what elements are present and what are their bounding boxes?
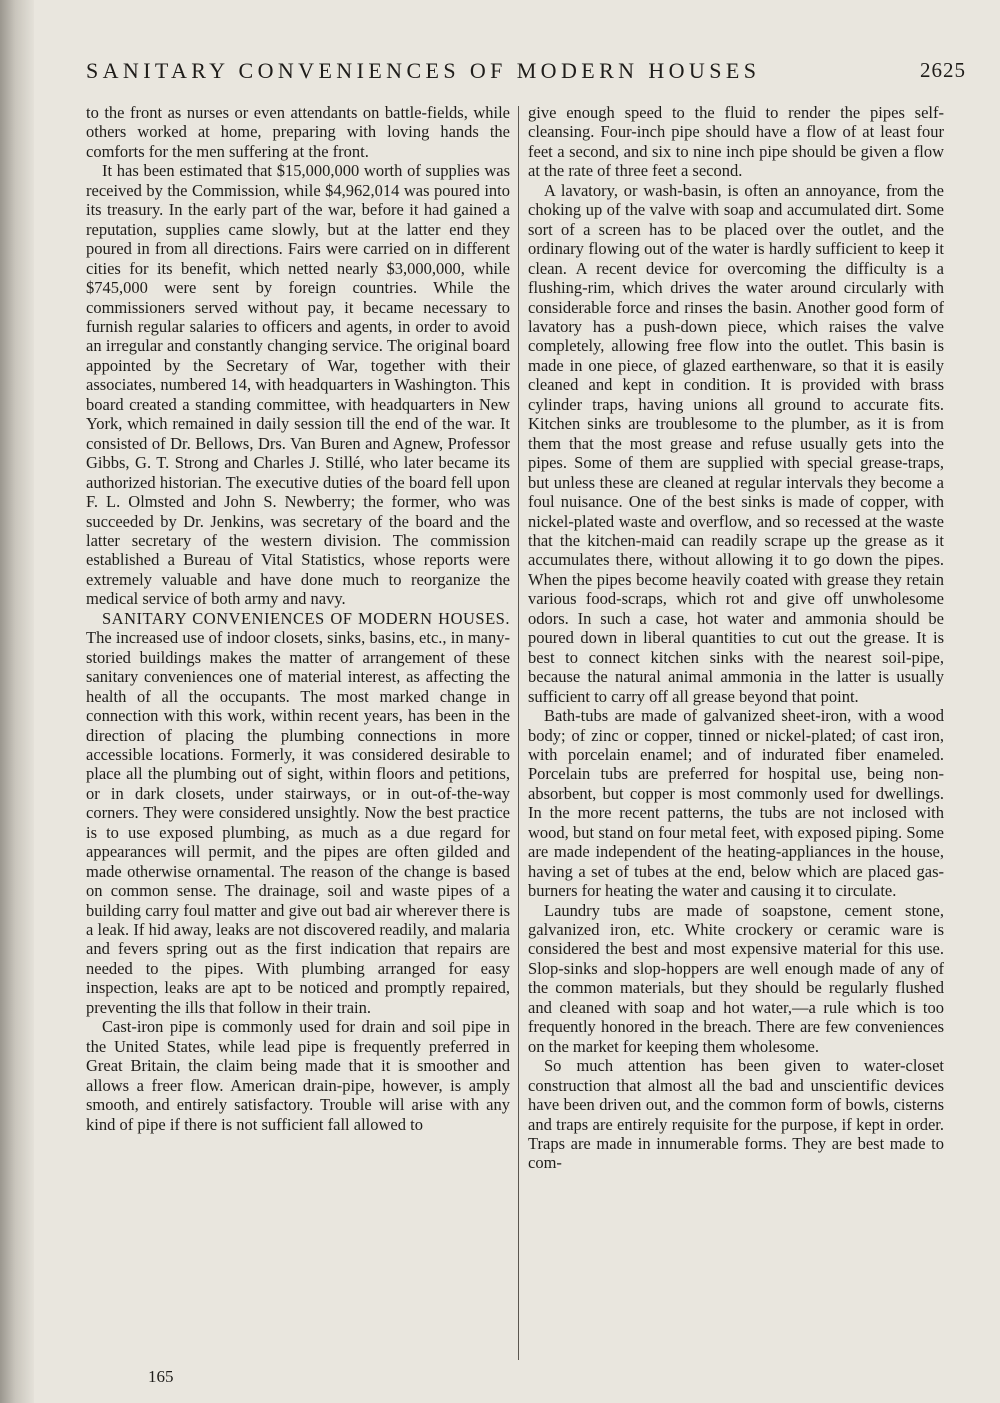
paragraph: So much attention has been given to water-closet construction that almost all the bad and unscientific devices have been driven out, and the common form of bowls, cisterns and traps are entirely requisite for the purpose, if kept in order. Traps are made in innumerable forms. They are best made to com- xyxy=(528,1056,944,1173)
column-divider xyxy=(518,106,519,1360)
article-paragraph xyxy=(86,609,510,1018)
article-body: The increased use of indoor closets, sinks, basins, etc., in many-storied buildings makes the matter of arrangement of these sanitary conveniences one of material interest, as affecting the health of all the occupants. The most marked change in connection with this work, within recent years, has been in the direction of placing the plumbing connections in more accessible locations. Formerly, it was considered desirable to place all the plumbing out of sight, within floors and petitions, or in dark closets, under stairways, or in out-of-the-way corners. They were considered unsightly. Now the best practice is to use exposed plumbing, as much as a due regard for appearances will permit, and the pipes are often gilded and made otherwise ornamental. The reason of the change is based on common sense. The drainage, soil and waste pipes of a building carry foul matter and give out bad air wherever there is a leak. If hid away, leaks are not discovered readily, and malaria and fevers spring out as the first indication that repairs are needed to the pipes. With plumbing arranged for easy inspection, leaks are apt to be noticed and promptly repaired, preventing the ills that follow in their train. xyxy=(86,628,510,1017)
paragraph: Laundry tubs are made of soapstone, cement stone, galvanized iron, etc. White crockery or ceramic ware is considered the best and most expensive material for this use. Slop-sinks and slop-hoppers are well enough made of any of the common materials, but they should be regularly flushed and cleaned with soap and hot water,—a rule which is too frequently honored in the breach. There are few conveniences on the market for keeping them wholesome. xyxy=(528,900,944,1056)
page-number: 2625 xyxy=(920,58,966,82)
paragraph: A lavatory, or wash-basin, is often an annoyance, from the choking up of the valve with soap and accumulated dirt. Some sort of a screen has to be placed over the outlet, and the ordinary flowing out of the water is hardly sufficient to keep it clean. A recent device for overcoming the difficulty is a flushing-rim, which drives the water around circularly with considerable force and rinses the basin. Another good form of lavatory has a push-down piece, which raises the valve completely, allowing free flow into the outlet. This basin is made in one piece, of glazed earthenware, so that it is easily cleaned and kept in condition. It is provided with brass cylinder traps, having unions all ground to accurate fits. Kitchen sinks are troublesome to the plumber, as it is from them that the most grease and refuse usually gets into the pipes. Some of them are supplied with special grease-traps, but unless these are cleaned at regular intervals they become a foul nuisance. One of the best sinks is made of copper, with nickel-plated waste and overflow, and so recessed at the waste that the kitchen-maid can readily scrape up the grease as it accumulates there, without allowing it to go down the pipes. When the pipes become heavily coated with grease they retain various food-scraps, which rot and give off unwholesome odors. In such a case, hot water and ammonia should be poured down in liberal quantities to cut out the grease. It is best to connect kitchen sinks with the nearest soil-pipe, because the natural animal ammonia in the latter is usually sufficient to carry off all grease beyond that point. xyxy=(528,180,944,706)
left-column xyxy=(86,103,510,1134)
page-binding-edge xyxy=(0,0,34,1403)
paragraph: It has been estimated that $15,000,000 worth of supplies was received by the Commission, while $4,962,014 was poured into its treasury. In the early part of the war, before it had gained a reputation, supplies came slowly, but at the latter end they poured in from all directions. Fairs were carried on in different cities for its benefit, which netted nearly $3,000,000, while $745,000 were sent by foreign countries. While the commissioners served without pay, it became necessary to furnish regular salaries to officers and agents, in order to avoid an irregular and constantly changing service. The original board appointed by the Secretary of War, together with their associates, numbered 14, with headquarters in Washington. This board created a standing committee, with headquarters in New York, which remained in daily session till the end of the war. It consisted of Dr. Bellows, Drs. Van Buren and Agnew, Professor Gibbs, G. T. Strong and Charles J. Stillé, who later became its authorized historian. The executive duties of the board fell upon F. L. Olmsted and John S. Newberry; the former, who was succeeded by Dr. Jenkins, was secretary of the board and the latter secretary of the western division. The commission established a Bureau of Vital Statistics, whose reports were extremely valuable and have done much to reorganize the medical service of both army and navy. xyxy=(86,161,510,609)
article-heading: SANITARY CONVENIENCES OF MODERN HOUSES. xyxy=(102,608,510,628)
right-column xyxy=(528,103,944,1173)
paragraph: Bath-tubs are made of galvanized sheet-iron, with a wood body; of zinc or copper, tinned or nickel-plated; of cast iron, with porcelain enamel; and of indurated fiber enameled. Porcelain tubs are preferred for hospital use, being non-absorbent, but copper is most commonly used for dwellings. In the more recent patterns, the tubs are not inclosed with wood, but stand on four metal feet, with exposed piping. Some are made independent of the heating-appliances in the house, having a set of tubes at the end, below which are placed gas-burners for heating the water and causing it to circulate. xyxy=(528,706,944,901)
folio-number: 165 xyxy=(148,1367,174,1386)
running-head xyxy=(86,58,966,92)
paragraph: give enough speed to the fluid to render the pipes self-cleansing. Four-inch pipe should have a flow of at least four feet a second, and six to nine inch pipe should be given a flow at the rate of three feet a second. xyxy=(528,103,944,181)
running-head-title: SANITARY CONVENIENCES OF MODERN HOUSES xyxy=(86,58,761,83)
paragraph: Cast-iron pipe is commonly used for drain and soil pipe in the United States, while lead pipe is frequently preferred in Great Britain, the claim being made that it is smoother and allows a freer flow. American drain-pipe, however, is amply smooth, and entirely satisfactory. Trouble will arise with any kind of pipe if there is not sufficient fall allowed to xyxy=(86,1017,510,1134)
paragraph: to the front as nurses or even attendants on battle-fields, while others worked at home, preparing with loving hands the comforts for the men suffering at the front. xyxy=(86,103,510,161)
